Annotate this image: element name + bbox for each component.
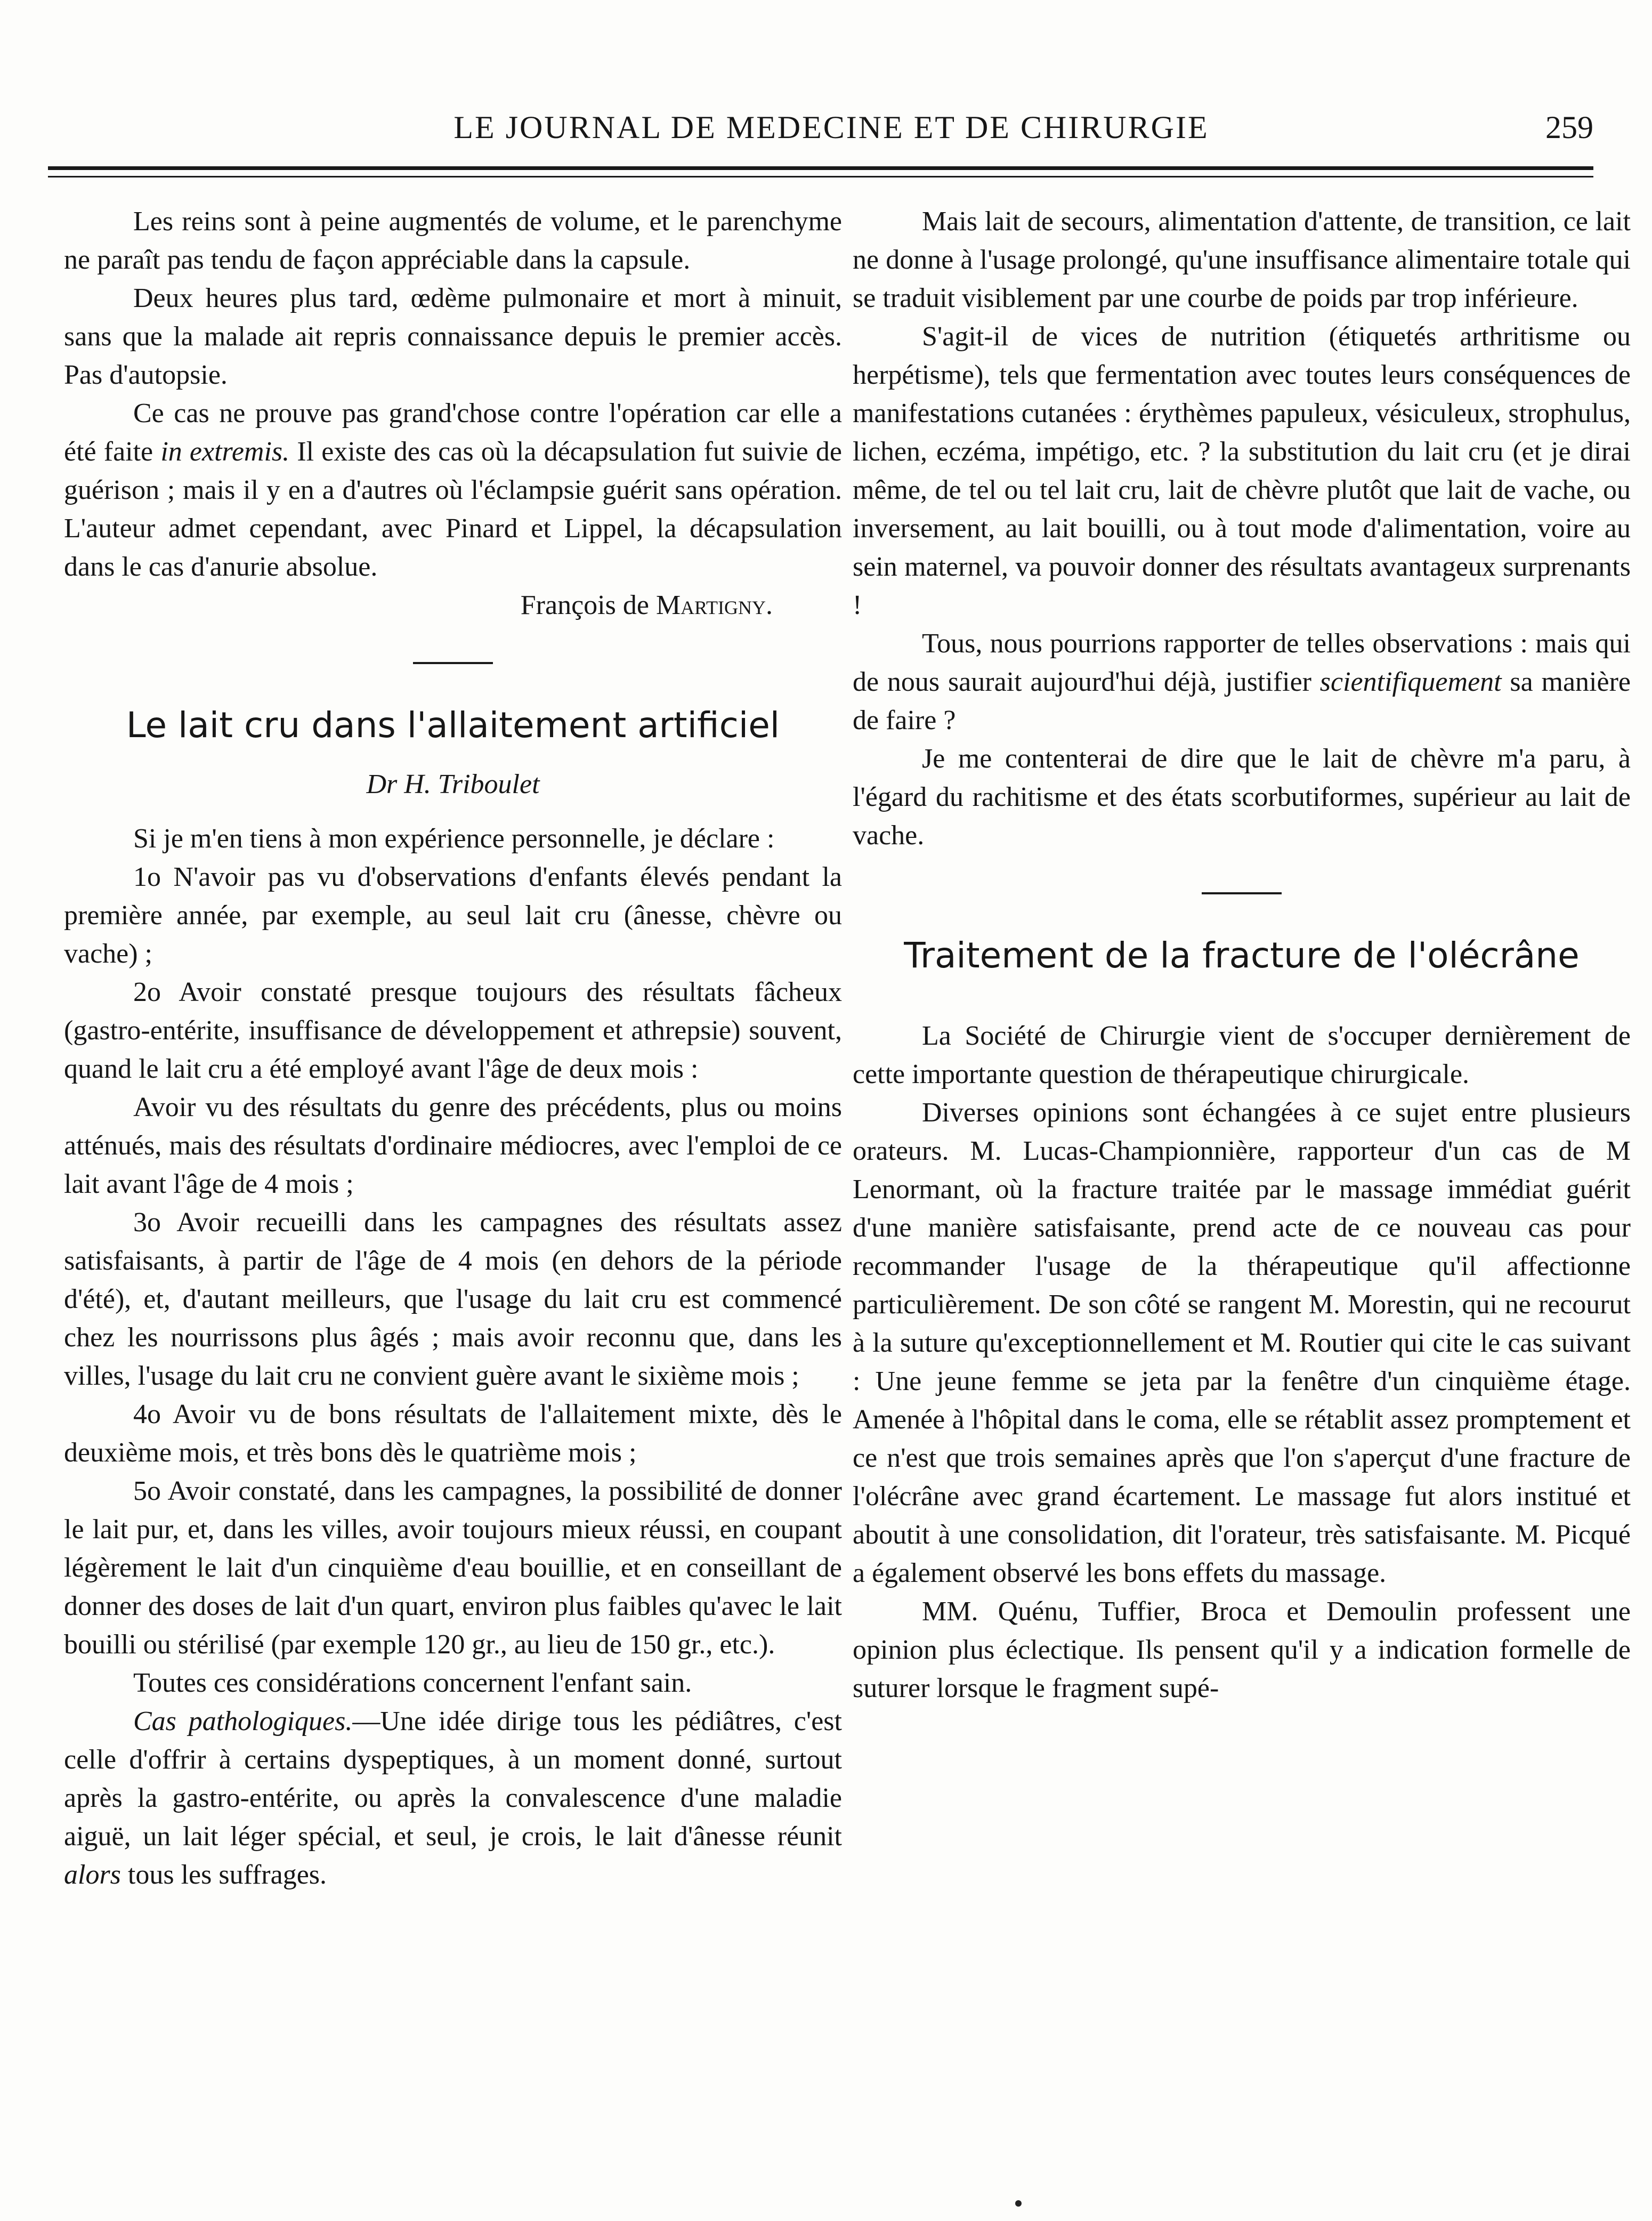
list-item: Avoir vu des résultats du genre des précédents, plus ou moins atténués, mais des résultats d'ordinaire médiocres, avec l'emploi de ce lait avant l'âge de 4 mois ; (64, 1092, 842, 1199)
header-rule-thick (48, 166, 1593, 170)
print-mark (1015, 2200, 1022, 2207)
paragraph: La Société de Chirurgie vient de s'occuper dernièrement de cette importante question de thérapeutique chirurgicale. (853, 1021, 1631, 1089)
paragraph: Toutes ces considérations concernent l'enfant sain. (133, 1668, 692, 1698)
paragraph: MM. Quénu, Tuffier, Broca et Demoulin professent une opinion plus éclectique. Ils pensent qu'il y a indication formelle de suturer lorsque le fragment supé- (853, 1596, 1631, 1703)
text-run: sa manière de faire ? (853, 667, 1631, 736)
paragraph (64, 1702, 842, 1894)
running-title: LE JOURNAL DE MEDECINE ET DE CHIRURGIE (454, 110, 1209, 145)
page-header (64, 93, 1599, 152)
list-item: 3o Avoir recueilli dans les campagnes des résultats assez satisfaisants, à partir de l'âge de 4 mois (en dehors de la période d'été), et, d'autant meilleurs, que l'usage du lait cru est commencé chez les nourrissons plus âgés ; mais avoir reconnu que, dans les villes, l'usage du lait cru ne convient guère avant le sixième mois ; (64, 1207, 842, 1391)
article-byline: Dr H. Triboulet (366, 769, 540, 799)
list-item: 5o Avoir constaté, dans les campagnes, la possibilité de donner le lait pur, et, dans les villes, avoir toujours mieux réussi, en coupant légèrement le lait d'un cinquième d'eau bouillie, et en conseillant de donner des doses de lait d'un quart, environ plus faibles qu'avec le lait bouilli ou stérilisé (par exemple 120 gr., au lieu de 150 gr., etc.). (64, 1476, 842, 1660)
text-run: Il existe des cas où la décapsulation fut suivie de guérison ; mais il y en a d'autres où l'éclampsie guérit sans opération. L'auteur admet cependant, avec Pinard et Lippel, la décapsulation dans le cas d'anurie absolue. (64, 437, 843, 582)
header-rule-thin (48, 176, 1593, 177)
paragraph: Diverses opinions sont échangées à ce sujet entre plusieurs orateurs. M. Lucas-Championnière, rapporteur d'un cas de M Lenormant, où la fracture traitée par le massage immédiat guérit d'une manière satisfaisante, prend acte de ce nouveau cas pour recommander l'usage de la thérapeutique qu'il affectionne particulièrement. De son côté se rangent M. Morestin, qui ne recourut à la suture qu'exceptionnellement et M. Routier qui cite le cas suivant : Une jeune femme se jeta par la fenêtre d'un cinquième étage. Amenée à l'hôpital dans le coma, elle se rétablit assez promptement et ce n'est que trois semaines après que l'on s'aperçut d'une fracture de l'olécrâne avec grand écartement. Le massage fut alors institué et aboutit à une consolidation, dit l'orateur, très satisfaisante. M. Picqué a également observé les bons effets du massage. (853, 1097, 1631, 1588)
signature-first: François de (520, 590, 656, 620)
spacer (853, 996, 1631, 1017)
list-item: 4o Avoir vu de bons résultats de l'allaitement mixte, dès le deuxième mois, et très bons dès le quatrième mois ; (64, 1399, 842, 1468)
italic-heading: Cas pathologiques. (133, 1706, 353, 1737)
left-column (64, 203, 842, 1894)
italic-term: scientifiquement (1319, 667, 1502, 697)
page-number: 259 (1545, 110, 1593, 145)
text-run: Tous, nous pourrions rapporter de telles observations : mais qui de nous saurait aujourd'hui déjà, justifier (853, 628, 1631, 697)
text-run: —Une idée dirige tous les pédiâtres, c'est celle d'offrir à certains dyspeptiques, à un moment donné, surtout après la gastro-entérite, ou après la convalescence d'une maladie aiguë, un lait léger spécial, et seul, je crois, le lait d'ânesse réunit (64, 1706, 842, 1852)
paragraph: Les reins sont à peine augmentés de volume, et le parenchyme ne paraît pas tendu de façon appréciable dans la capsule. (64, 206, 842, 275)
italic-term: alors (64, 1860, 121, 1890)
text-run: Ce cas ne prouve pas grand'chose contre l'opération car elle a été faite (64, 398, 842, 467)
article-title: Le lait cru dans l'allaitement artificiel (126, 705, 780, 746)
text-run: tous les suffrages. (120, 1860, 327, 1890)
section-divider (413, 662, 493, 664)
right-column (853, 203, 1631, 1708)
section-divider (1202, 892, 1282, 894)
author-signature (64, 586, 842, 625)
paragraph (853, 625, 1631, 740)
paragraph: Je me contenterai de dire que le lait de chèvre m'a paru, à l'égard du rachitisme et des états scorbutiformes, supérieur au lait de vache. (853, 744, 1631, 851)
paragraph: S'agit-il de vices de nutrition (étiquetés arthritisme ou herpétisme), tels que fermentation avec toutes leurs conséquences de manifestations cutanées : érythèmes papuleux, vésiculeux, strophulus, lichen, eczéma, impétigo, etc. ? la substitution du lait cru (et je dirai même, de tel ou tel lait cru, lait de chèvre plutôt que lait de vache, ou inversement, au lait bouilli, ou à tout mode d'alimentation, voire au sein maternel, va pouvoir donner des résultats avantageux surprenants ! (853, 321, 1631, 620)
list-item: 2o Avoir constaté presque toujours des résultats fâcheux (gastro-entérite, insuffisance de développement et athrepsie) souvent, quand le lait cru a été employé avant l'âge de deux mois : (64, 977, 842, 1084)
paragraph: Deux heures plus tard, œdème pulmonaire et mort à minuit, sans que la malade ait repris connaissance depuis le premier accès. Pas d'autopsie. (64, 283, 842, 390)
signature-last: Martigny. (655, 590, 773, 620)
italic-term: in extremis. (160, 437, 290, 467)
article-title: Traitement de la fracture de l'olécrâne (904, 935, 1580, 976)
paragraph: Si je m'en tiens à mon expérience personnelle, je déclare : (133, 823, 775, 854)
paragraph: Mais lait de secours, alimentation d'attente, de transition, ce lait ne donne à l'usage prolongé, qu'une insuffisance alimentaire totale qui se traduit visiblement par une courbe de poids par trop inférieure. (853, 206, 1631, 313)
list-item: 1o N'avoir pas vu d'observations d'enfants élevés pendant la première année, par exemple, au seul lait cru (ânesse, chèvre ou vache) ; (64, 862, 842, 969)
paragraph (64, 394, 842, 586)
